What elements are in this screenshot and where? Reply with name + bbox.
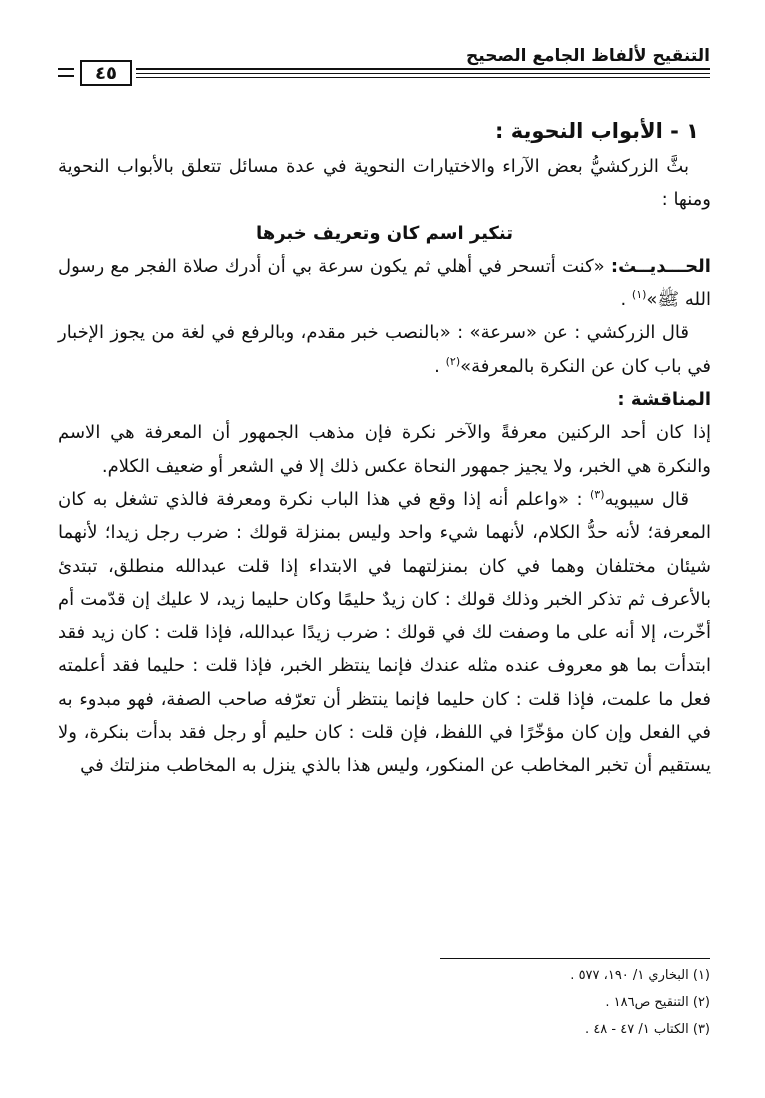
header-rule xyxy=(136,77,710,78)
main-text xyxy=(58,112,711,783)
footnotes xyxy=(50,962,710,1043)
header-dash xyxy=(58,68,74,70)
footnote-ref: (١) xyxy=(631,288,647,302)
header-rule xyxy=(136,68,710,70)
discussion-label: المناقشة : xyxy=(617,389,711,411)
header-dash xyxy=(58,75,74,77)
footnote-ref: (٣) xyxy=(589,487,605,501)
zarkashi-text: قال الزركشي : عن «سرعة» : «بالنصب خبر مقدم، وبالرفع في لغة من يجوز الإخبار في باب كان عن النكرة بالمعرفة» xyxy=(58,322,711,377)
intro-paragraph: بثَّ الزركشيُّ بعض الآراء والاختيارات النحوية في عدة مسائل تتعلق بالأبواب النحوية ومنها : xyxy=(58,156,711,211)
sibawayh-lead: قال سيبويه xyxy=(604,488,689,510)
footnote-ref: (٢) xyxy=(445,354,461,368)
header-rule xyxy=(136,73,710,74)
footnote-separator xyxy=(440,958,710,959)
footnote: (٢) التنقيح ص١٨٦ . xyxy=(605,995,710,1010)
footnote: (٣) الكتاب ١/ ٤٧ - ٤٨ . xyxy=(585,1022,710,1037)
footnote: (١) البخاري ١/ ١٩٠، ٥٧٧ . xyxy=(570,968,710,983)
hadith-text: «كنت أتسحر في أهلي ثم يكون سرعة بي أن أدرك صلاة الفجر مع رسول الله ﷺ» xyxy=(58,255,711,311)
sibawayh-paragraph xyxy=(58,483,711,783)
running-title: التنقيح لألفاظ الجامع الصحيح xyxy=(466,46,710,66)
hadith-label: الحـــديــث: xyxy=(610,255,711,277)
zarkashi-paragraph xyxy=(58,316,711,383)
hadith-tail: . xyxy=(620,289,632,311)
hadith-paragraph xyxy=(58,250,711,317)
page-number: ٤٥ xyxy=(80,60,132,86)
zarkashi-tail: . xyxy=(434,355,446,377)
discussion-paragraph: إذا كان أحد الركنين معرفةً والآخر نكرة فإن مذهب الجمهور أن المعرفة هي الاسم والنكرة هي الخبر، ولا يجيز جمهور النحاة عكس ذلك إلا في الشعر أو ضعيف الكلام. xyxy=(58,422,711,477)
section-title: ١ - الأبواب النحوية : xyxy=(495,119,699,143)
sibawayh-quote: : «واعلم أنه إذا وقع في هذا الباب نكرة ومعرفة فالذي تشغل به كان المعرفة؛ لأنه حدُّ الكلام، لأنهما شيء واحد وليس بمنزلة قولك : ضرب رجل زيدا؛ لأنهما شيئان مختلفان وهما في كان بمنزلتهما في الابتداء إذا قلت عبدالله منطلق، تبتدئ بالأعرف ثم تذكر الخبر وذلك قولك : كان زيدٌ حليمًا وكان حليما زيد، لا عليك إن قدّمت أم أخّرت، إلا أنه على ما وصفت لك في قولك : ضرب زيدًا عبدالله، فإذا قلت : كان زيد فقد ابتدأت بما هو معروف عنده مثله عندك فإنما ينتظر الخبر، فإذا قلت : حليما فقد أعلمته فعل ما علمت، فإذا قلت : كان حليما فإنما ينتظر أن تعرّفه صاحب الصفة، فهو مبدوء به في الفعل وإن كان مؤخّرًا في اللفظ، فإن قلت : كان حليم أو رجل فقد بدأت بنكرة، ولا يستقيم أن تخبر المخاطب عن المنكور، وليس هذا بالذي ينزل به المخاطب منزلتك في xyxy=(58,488,711,777)
page-header xyxy=(58,40,710,86)
topic-heading: تنكير اسم كان وتعريف خبرها xyxy=(255,222,514,244)
